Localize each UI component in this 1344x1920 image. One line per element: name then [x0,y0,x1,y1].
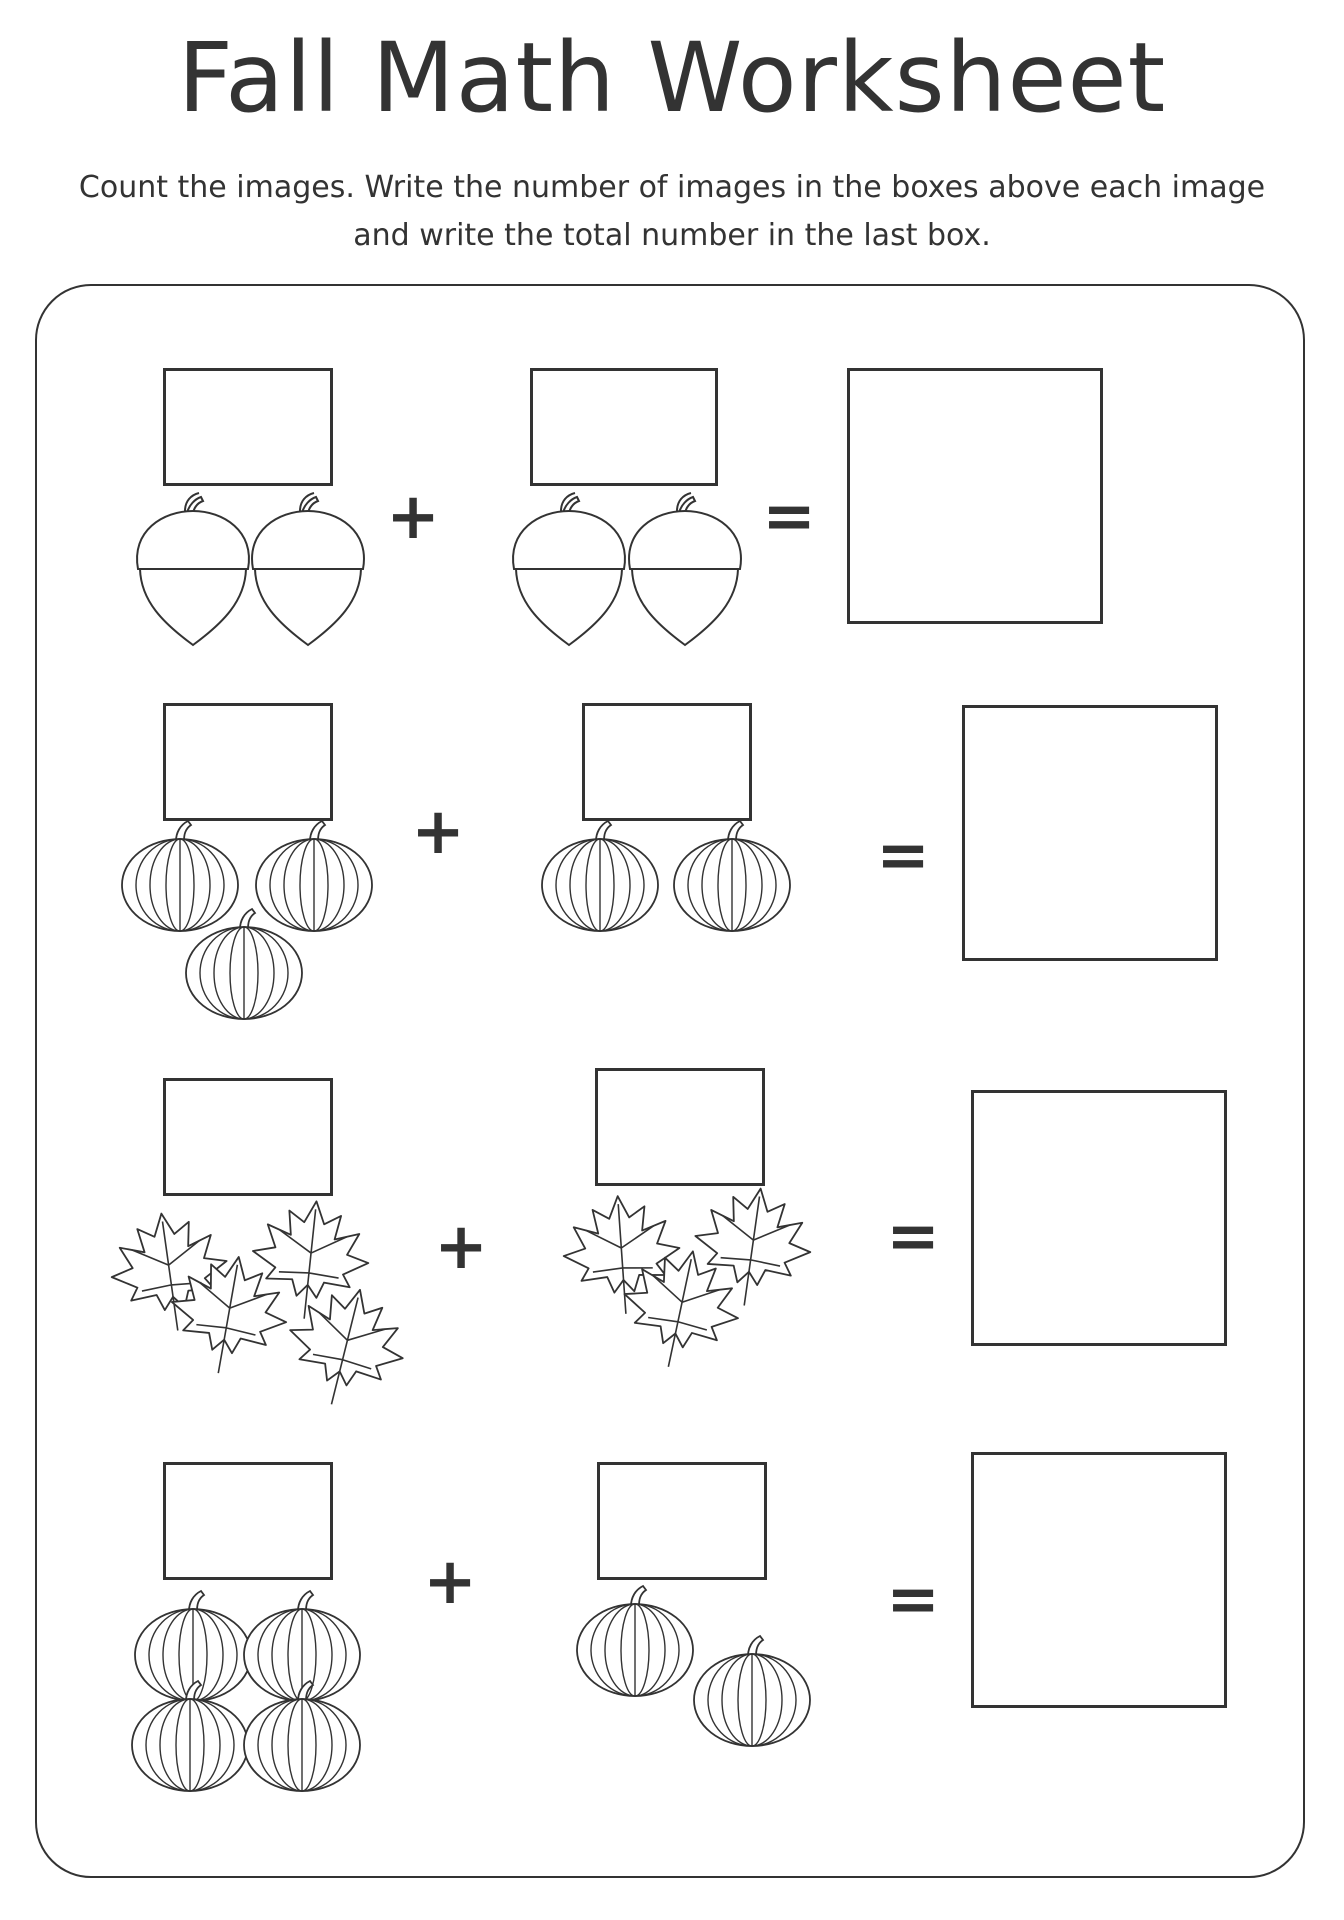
instructions-line-2: and write the total number in the last box. [353,218,991,253]
pumpkin-icon [674,821,790,931]
worksheet-title: Fall Math Worksheet [177,22,1167,134]
plus-sign-p2: + [411,795,465,869]
maple-leaf-icon [275,1276,416,1419]
equals-sign-p4: = [886,1563,940,1637]
acorn-icon [252,493,364,645]
pumpkin-icon [256,821,372,931]
plus-sign-p1: + [386,480,440,554]
pumpkin-icon [577,1586,693,1696]
acorn-icon [137,493,249,645]
plus-sign-p4: + [423,1545,477,1619]
plus-sign-p3: + [434,1210,488,1284]
acorn-icon [513,493,625,645]
instructions-line-1: Count the images. Write the number of images in the boxes above each image [78,170,1266,205]
acorn-icon [629,493,741,645]
pumpkin-icon [122,821,238,931]
pumpkin-icon [542,821,658,931]
pumpkin-icon [132,1681,248,1791]
pumpkin-icon [694,1636,810,1746]
equals-sign-p3: = [886,1200,940,1274]
pumpkin-icon [244,1681,360,1791]
equals-sign-p1: = [762,480,816,554]
equals-sign-p2: = [876,819,930,893]
pumpkin-icon [244,1591,360,1701]
